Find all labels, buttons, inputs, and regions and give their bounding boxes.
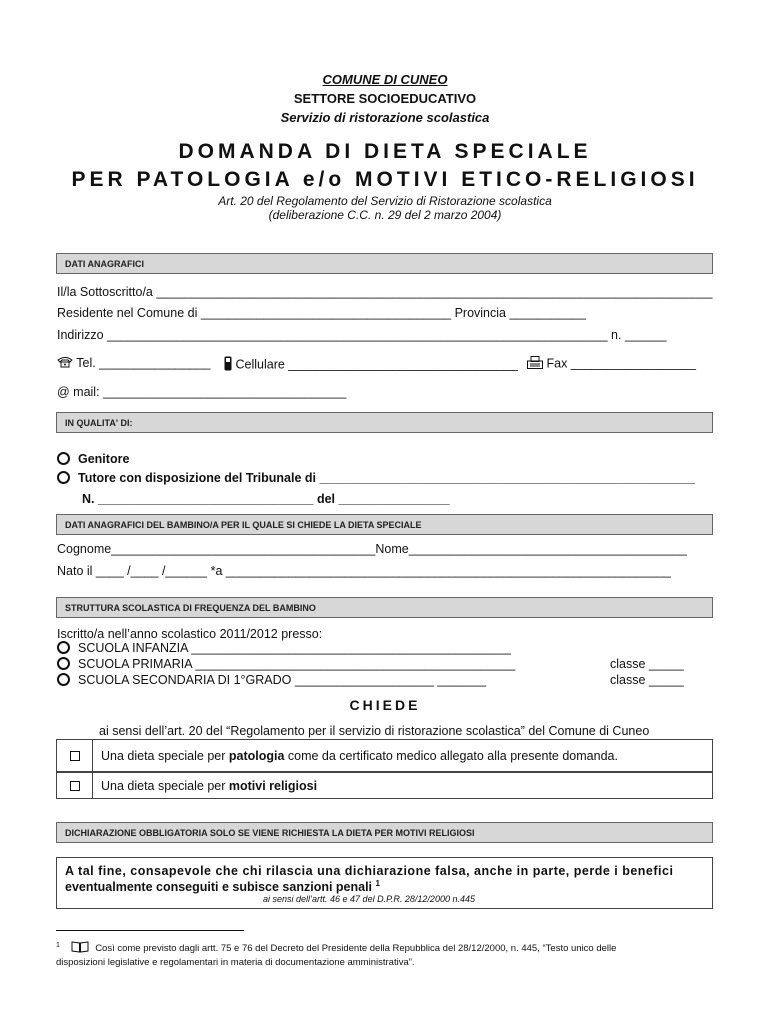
- infanzia-label: SCUOLA INFANZIA ______________________________________________: [78, 641, 512, 655]
- reference-line2: (deliberazione C.C. n. 29 del 2 marzo 2004): [268, 208, 502, 222]
- footnote-divider: [56, 930, 244, 931]
- classe-field-1[interactable]: classe _____: [610, 657, 684, 671]
- section-struttura: STRUTTURA SCOLASTICA DI FREQUENZA DEL BAMBINO: [56, 597, 713, 618]
- section-dati-anagrafici: DATI ANAGRAFICI: [56, 253, 713, 274]
- indirizzo-field[interactable]: Indirizzo ________________________________________________________________________ n. ______: [57, 328, 667, 342]
- tel-row: [57, 356, 210, 371]
- option-patologia-row[interactable]: [56, 739, 713, 772]
- residente-field[interactable]: Residente nel Comune di ____________________________________ Provincia ___________: [57, 306, 586, 320]
- cellulare-field[interactable]: Cellulare _________________________________: [235, 357, 518, 372]
- radio-circle-icon[interactable]: [57, 452, 70, 465]
- cognome-nome-field[interactable]: Cognome______________________________________Nome________________________________________: [57, 542, 687, 556]
- footnote-ref: 1: [375, 879, 380, 888]
- option-religiosi-text: Una dieta speciale per motivi religiosi: [101, 779, 318, 793]
- section-in-qualita: IN QUALITA' DI:: [56, 412, 713, 433]
- section-dichiarazione: DICHIARAZIONE OBBLIGATORIA SOLO SE VIENE RICHIESTA LA DIETA PER MOTIVI RELIGIOSI: [56, 822, 713, 843]
- option-religiosi-row[interactable]: [56, 772, 713, 799]
- radio-circle-icon[interactable]: [57, 641, 70, 654]
- iscritto-text: Iscritto/a nell’anno scolastico 2011/2012 presso:: [57, 627, 323, 641]
- phone-icon: [57, 356, 73, 371]
- primaria-label: SCUOLA PRIMARIA ______________________________________________: [78, 657, 516, 671]
- footnote-line1: $^1$ Così come previsto dagli artt. 75 e 76 del Decreto del Presidente della Repubblica del 28/12/2000, n. 445, “Testo unico delle: [56, 941, 617, 955]
- main-title-line2: PER PATOLOGIA e/o MOTIVI ETICO-RELIGIOSI: [71, 168, 699, 191]
- book-icon: [71, 941, 89, 956]
- main-title-line1: DOMANDA DI DIETA SPECIALE: [178, 140, 592, 163]
- checkbox-cell: [57, 740, 93, 771]
- dichiarazione-box: [56, 857, 713, 909]
- settore-title: SETTORE SOCIOEDUCATIVO: [293, 91, 477, 106]
- nato-field[interactable]: Nato il ____ /____ /______ *a ________________________________________________________________: [57, 564, 671, 578]
- fax-icon: [527, 356, 543, 372]
- checkbox-patologia[interactable]: [70, 751, 80, 761]
- radio-circle-icon[interactable]: [57, 657, 70, 670]
- checkbox-religiosi[interactable]: [70, 781, 80, 791]
- option-primaria[interactable]: [57, 657, 515, 671]
- cellphone-icon: [224, 356, 232, 374]
- option-genitore[interactable]: [57, 452, 129, 466]
- option-secondaria[interactable]: [57, 673, 486, 687]
- secondaria-label: SCUOLA SECONDARIA DI 1°GRADO ____________________ _______: [78, 673, 487, 687]
- comune-title: COMUNE DI CUNEO: [322, 72, 448, 87]
- tutore-label: Tutore con disposizione del Tribunale di ______________________________________________________: [78, 471, 695, 485]
- radio-circle-icon[interactable]: [57, 673, 70, 686]
- dichiarazione-ref: ai sensi dell’artt. 46 e 47 del D.P.R. 28/12/2000 n.445: [263, 894, 475, 904]
- checkbox-cell: [57, 773, 93, 798]
- mail-field[interactable]: @ mail: ___________________________________: [57, 385, 347, 399]
- sottoscritto-field[interactable]: Il/la Sottoscritto/a ________________________________________________________________________________: [57, 285, 713, 299]
- footnote-line2: disposizioni legislative e regolamentari in materia di documentazione amministrativa”.: [56, 957, 415, 968]
- tel-field[interactable]: Tel. ________________: [76, 356, 211, 370]
- option-infanzia[interactable]: [57, 641, 511, 655]
- chiede-title: CHIEDE: [349, 697, 421, 713]
- servizio-title: Servizio di ristorazione scolastica: [280, 110, 490, 125]
- dichiarazione-line2: eventualmente conseguiti e subisce sanzioni penali $^1$: [65, 879, 380, 895]
- reference-line1: Art. 20 del Regolamento del Servizio di Ristorazione scolastica: [218, 194, 552, 208]
- option-tutore[interactable]: [57, 471, 695, 485]
- tutore-numero-field[interactable]: N. _______________________________ del ________________: [82, 492, 450, 506]
- cellulare-row: [224, 356, 518, 374]
- radio-circle-icon[interactable]: [57, 471, 70, 484]
- genitore-label: Genitore: [78, 452, 130, 466]
- chiede-intro: ai sensi dell’art. 20 del “Regolamento per il servizio di ristorazione scolastica” del Comune di Cuneo: [99, 724, 650, 738]
- option-patologia-text: Una dieta speciale per patologia come da certificato medico allegato alla presente domanda.: [101, 749, 618, 763]
- dichiarazione-line1: A tal fine, consapevole che chi rilascia una dichiarazione falsa, anche in parte, perde i benefici: [65, 864, 674, 878]
- fax-field[interactable]: Fax __________________: [546, 356, 696, 371]
- classe-field-2[interactable]: classe _____: [610, 673, 684, 687]
- section-dati-bambino: DATI ANAGRAFICI DEL BAMBINO/A PER IL QUALE SI CHIEDE LA DIETA SPECIALE: [56, 514, 713, 535]
- fax-row: [527, 356, 696, 372]
